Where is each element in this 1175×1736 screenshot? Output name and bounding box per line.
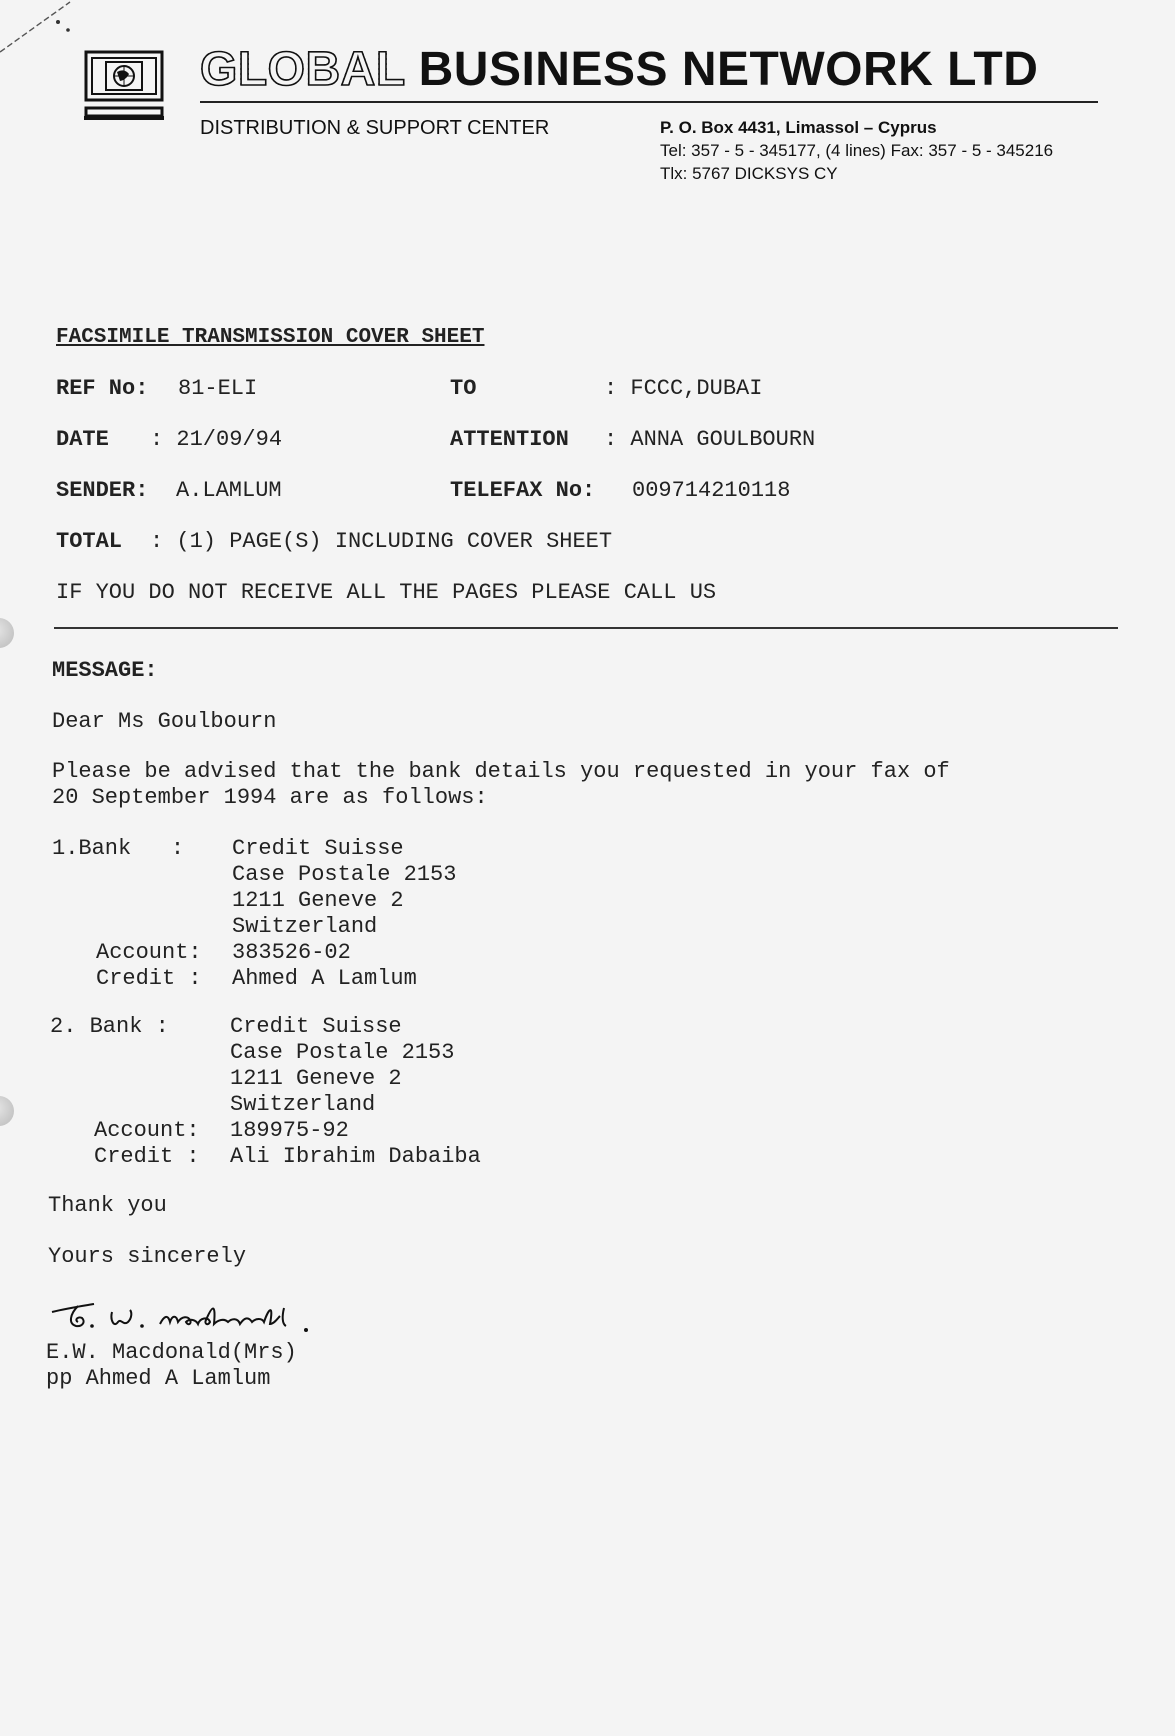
address-line: P. O. Box 4431, Limassol – Cyprus bbox=[660, 118, 937, 137]
telex-line: Tlx: 5767 DICKSYS CY bbox=[660, 164, 838, 183]
company-logo-icon bbox=[84, 50, 164, 140]
ref-label: REF No: bbox=[56, 376, 149, 401]
intro-line-1: Please be advised that the bank details you requested in your fax of bbox=[52, 759, 950, 784]
company-name-rest: BUSINESS NETWORK LTD bbox=[418, 43, 1039, 96]
letterhead-rule bbox=[200, 101, 1098, 103]
total-label: TOTAL bbox=[56, 529, 123, 554]
company-name bbox=[200, 42, 1100, 97]
bank-1-credit-label: Credit : bbox=[96, 966, 202, 991]
bank-2-credit-label: Credit : bbox=[94, 1144, 200, 1169]
bank-2-address-line: Case Postale 2153 bbox=[230, 1040, 455, 1065]
bank-2-address-line: Switzerland bbox=[230, 1092, 376, 1117]
bank-1-label: 1.Bank : bbox=[52, 836, 185, 861]
telefax-label: TELEFAX No: bbox=[450, 478, 596, 503]
missing-pages-notice: IF YOU DO NOT RECEIVE ALL THE PAGES PLEASE CALL US bbox=[56, 580, 717, 605]
signatory-name: E.W. Macdonald(Mrs) bbox=[46, 1340, 297, 1365]
total-value: : (1) PAGE(S) INCLUDING COVER SHEET bbox=[150, 529, 613, 554]
attention-value: : ANNA GOULBOURN bbox=[604, 427, 816, 452]
date-label: DATE bbox=[56, 427, 109, 452]
to-value: : FCCC,DUBAI bbox=[604, 376, 763, 401]
ref-value: 81-ELI bbox=[178, 376, 258, 401]
bank-1-address-line: Case Postale 2153 bbox=[232, 862, 457, 887]
company-name-word-global: GLOBAL bbox=[200, 43, 405, 96]
bank-1-credit-value: Ahmed A Lamlum bbox=[232, 966, 417, 991]
bank-2-name: Credit Suisse bbox=[230, 1014, 402, 1039]
sender-label: SENDER: bbox=[56, 478, 149, 503]
handwritten-signature bbox=[48, 1290, 368, 1340]
bank-1-account-value: 383526-02 bbox=[232, 940, 351, 965]
telefax-value: 009714210118 bbox=[632, 478, 791, 503]
tel-fax-line: Tel: 357 - 5 - 345177, (4 lines) Fax: 357 - 5 - 345216 bbox=[660, 141, 1054, 160]
bank-1-name: Credit Suisse bbox=[232, 836, 404, 861]
cover-sheet-heading: FACSIMILE TRANSMISSION COVER SHEET bbox=[56, 326, 485, 349]
bank-2-credit-value: Ali Ibrahim Dabaiba bbox=[230, 1144, 481, 1169]
bank-2-account-value: 189975-92 bbox=[230, 1118, 349, 1143]
sender-value: A.LAMLUM bbox=[176, 478, 282, 503]
message-label: MESSAGE: bbox=[52, 658, 158, 683]
bank-1-address-line: Switzerland bbox=[232, 914, 378, 939]
intro-line-2: 20 September 1994 are as follows: bbox=[52, 785, 488, 810]
punch-hole bbox=[0, 1096, 14, 1126]
bank-2-account-label: Account: bbox=[94, 1118, 200, 1143]
per-procurationem-line: pp Ahmed A Lamlum bbox=[46, 1366, 271, 1391]
attention-label: ATTENTION bbox=[450, 427, 569, 452]
closing-yours-sincerely: Yours sincerely bbox=[48, 1244, 247, 1269]
closing-thank-you: Thank you bbox=[48, 1193, 167, 1218]
bank-1-account-label: Account: bbox=[96, 940, 202, 965]
to-label: TO bbox=[450, 376, 477, 401]
punch-hole bbox=[0, 618, 14, 648]
bank-1-address-line: 1211 Geneve 2 bbox=[232, 888, 404, 913]
division-name: DISTRIBUTION & SUPPORT CENTER bbox=[200, 117, 550, 139]
header-separator bbox=[54, 627, 1118, 629]
bank-2-address-line: 1211 Geneve 2 bbox=[230, 1066, 402, 1091]
corner-mark bbox=[0, 0, 90, 60]
salutation: Dear Ms Goulbourn bbox=[52, 709, 277, 734]
bank-2-label: 2. Bank : bbox=[50, 1014, 169, 1039]
company-address bbox=[660, 116, 1110, 185]
date-value: : 21/09/94 bbox=[150, 427, 283, 452]
